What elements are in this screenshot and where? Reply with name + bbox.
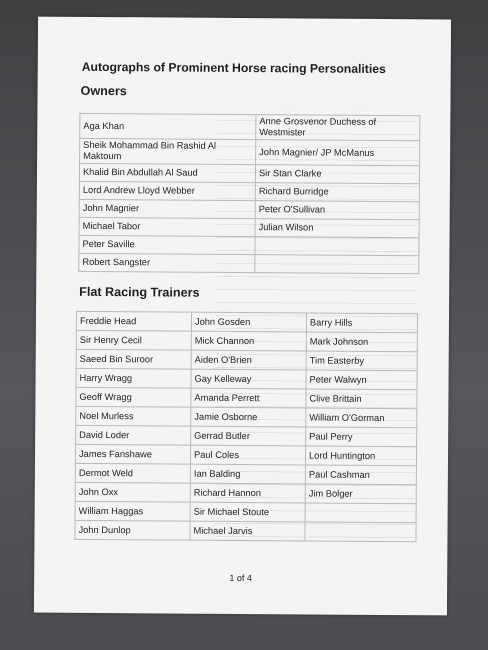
table-cell: James Fanshawe [75, 444, 190, 464]
table-cell: Gay Kelleway [191, 369, 306, 389]
table-cell: Lord Andrew Lloyd Webber [79, 181, 255, 200]
table-cell: Gerrad Butler [191, 426, 306, 446]
table-cell: Paul Cashman [305, 465, 416, 485]
table-cell: Michael Tabor [79, 217, 255, 236]
table-cell [305, 503, 416, 523]
trainers-heading: Flat Racing Trainers [79, 284, 200, 300]
table-cell: Aiden O'Brien [191, 350, 306, 370]
table-cell [305, 522, 416, 542]
table-cell: John Gosden [191, 312, 306, 332]
table-cell: David Loder [76, 425, 191, 445]
table-cell: Freddie Head [76, 311, 191, 331]
table-row [75, 501, 416, 522]
table-cell [255, 255, 419, 274]
table-row [76, 349, 417, 370]
table-row [75, 463, 416, 484]
table-row [79, 181, 419, 201]
table-row [80, 138, 420, 165]
table-cell: Jim Bolger [305, 484, 416, 504]
table-row [79, 217, 419, 237]
table-cell: Sheik Mohammad Bin Rashid Al Maktoum [80, 138, 256, 164]
table-cell: Ian Balding [190, 464, 305, 484]
table-row [79, 253, 419, 273]
table-cell: John Oxx [75, 482, 190, 502]
document-title: Autographs of Prominent Horse racing Personalities [81, 59, 386, 76]
table-cell [255, 237, 419, 256]
table-cell: Peter Saville [79, 235, 255, 254]
table-row [75, 482, 416, 503]
table-cell: Dermot Weld [75, 463, 190, 483]
table-cell: John Dunlop [75, 520, 190, 540]
table-cell: Robert Sangster [79, 253, 255, 272]
table-cell: Clive Brittain [306, 389, 417, 409]
table-cell: Barry Hills [306, 313, 417, 333]
table-row [79, 163, 419, 183]
owners-heading: Owners [80, 83, 127, 99]
table-cell: Tim Easterby [306, 351, 417, 371]
page-number: 1 of 4 [229, 572, 252, 584]
table-cell: Michael Jarvis [190, 521, 305, 541]
table-row [76, 387, 417, 408]
table-cell: Geoff Wragg [76, 387, 191, 407]
table-cell: Peter Walwyn [306, 370, 417, 390]
table-cell: Noel Murless [76, 406, 191, 426]
table-cell: Lord Huntington [305, 446, 416, 466]
table-row [75, 520, 416, 541]
table-row [76, 311, 417, 332]
table-cell: Paul Coles [190, 445, 305, 465]
table-row [79, 199, 419, 219]
table-cell: Sir Stan Clarke [255, 165, 419, 184]
table-cell: Peter O'Sullivan [255, 201, 419, 220]
table-cell: William Haggas [75, 501, 190, 521]
table-row [76, 425, 417, 446]
owners-table [78, 113, 420, 274]
table-cell: Anne Grosvenor Duchess of Westmister [256, 115, 420, 141]
table-cell: Mark Johnson [306, 332, 417, 352]
table-row [76, 406, 417, 427]
table-cell: Khalid Bin Abdullah Al Saud [79, 163, 255, 182]
table-cell: Jamie Osborne [191, 407, 306, 427]
table-cell: Julian Wilson [255, 219, 419, 238]
trainers-table [74, 311, 418, 542]
table-cell: Richard Hannon [190, 483, 305, 503]
table-cell: John Magnier [79, 199, 255, 218]
table-row [76, 330, 417, 351]
table-row [80, 113, 420, 140]
table-cell: Sir Henry Cecil [76, 330, 191, 350]
table-row [79, 235, 419, 255]
table-cell: Mick Channon [191, 331, 306, 351]
table-row [75, 444, 416, 465]
table-row [76, 368, 417, 389]
table-cell: Paul Perry [306, 427, 417, 447]
table-cell: Sir Michael Stoute [190, 502, 305, 522]
table-cell: Richard Burridge [255, 183, 419, 202]
table-cell: Harry Wragg [76, 368, 191, 388]
table-cell: Saeed Bin Suroor [76, 349, 191, 369]
paper-sheet [34, 17, 451, 616]
table-cell: William O'Gorman [306, 408, 417, 428]
table-cell: Amanda Perrett [191, 388, 306, 408]
table-cell: John Magnier/ JP McManus [256, 140, 420, 166]
table-cell: Aga Khan [80, 113, 256, 139]
